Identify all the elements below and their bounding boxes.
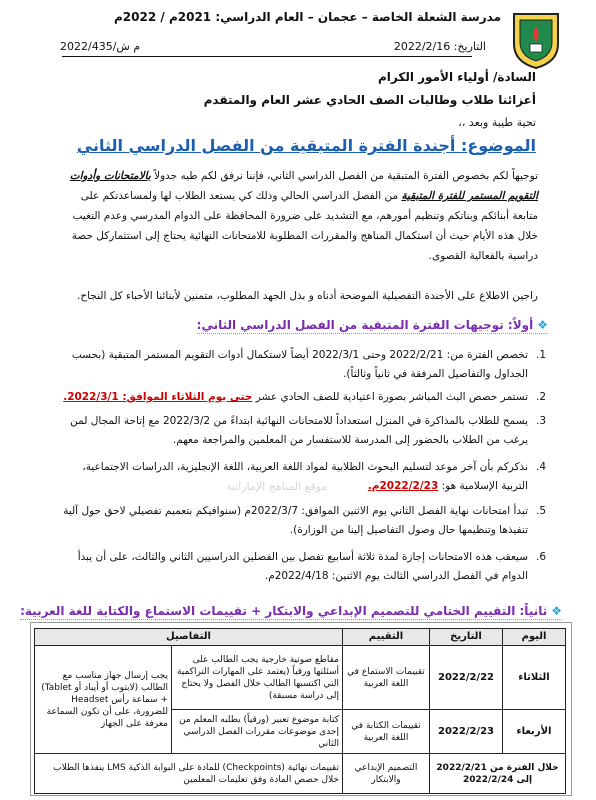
intro-closing: راجين الاطلاع على الأجندة التفصيلية الموضحة أدناه و بذل الجهد المطلوب، متمنين لأبنائنا الأحباء كل النجاح. xyxy=(76,290,538,302)
header-divider xyxy=(62,56,472,57)
school-logo-icon xyxy=(506,8,566,70)
greeting: تحية طيبة وبعد ،، xyxy=(458,116,536,129)
list-item: 5. تبدأ امتحانات نهاية الفصل الثاني يوم الاثنين الموافق: 2022/3/7م (سنوافيكم بتعميم تفصيلي لاحق حول آلية تنفيذها وتنظيمها حال وصول التفاصيل إلينا من الوزارة). xyxy=(63,505,546,536)
intro-paragraph xyxy=(68,166,538,266)
list-item: 4. نذكركم بأن آخر موعد لتسليم البحوث الطلابية لمواد اللغة العربية، اللغة الإنجليزية، الدراسات الاجتماعية، التربية الإسلامية هو: 2022/2/23م. xyxy=(82,461,546,492)
list-item: 6. سيعقب هذه الامتحانات إجازة لمدة ثلاثة أسابيع تفصل بين الفصلين الدراسيين الثاني والثالث، على أن يبدأ الدوام في الفصل الدراسي الثالث يوم الاثنين: 2022/4/18م. xyxy=(77,551,546,582)
diamond-bullet-icon: ❖ xyxy=(537,318,548,332)
header-day: اليوم xyxy=(503,629,566,646)
intro-text-1: توجيهاً لكم بخصوص الفترة المتبقية من الفصل الدراسي الثاني، فإننا نرفق لكم طيه جدولاً xyxy=(154,170,538,182)
school-header-line: مدرسة الشعلة الخاصة – عجمان – العام الدراسي: 2021م / 2022م xyxy=(114,10,501,24)
section1-title: ❖أولاً: توجيهات الفترة المتبقية من الفصل الدراسي الثاني: xyxy=(196,318,548,332)
header-date: التاريخ xyxy=(430,629,503,646)
reference-number: م ش/2022/435 xyxy=(60,40,141,53)
date-label: التاريخ: 2022/2/16 xyxy=(393,40,486,53)
header-assessment: التقييم xyxy=(343,629,430,646)
table-row: خلال الفترة من 2022/2/21 إلى 2022/2/24 التصميم الإبداعي والابتكار تقييمات نهائية (Checkpoints) للمادة على البوابة الذكية LMS ينفذها الطلاب خلال حصص المادة وفق تعليمات المعلمين xyxy=(35,754,566,794)
list-item: 2. تستمر حصص البث المباشر بصورة اعتيادية للصف الحادي عشر حتى يوم الثلاثاء الموافق: 2022/3/1. xyxy=(63,391,546,403)
list-item: 1. تخصص الفترة من: 2022/2/21 وحتى 2022/3/1 أيضاً لاستكمال أدوات التقويم المستمر المتبقية (بحسب الجداول والتفاصيل المرفقة في ثانياً وثالثاً). xyxy=(71,349,546,380)
assessment-table xyxy=(34,628,566,794)
diamond-bullet-icon: ❖ xyxy=(551,604,562,618)
table-row: الأربعاء 2022/2/23 تقييمات الكتابة في اللغة العربية كتابة موضوع تعبير (ورقياً) يطلبه المعلم من إحدى موضوعات مقررات الفصل الدراسي الثاني xyxy=(35,710,566,754)
list-item: 3. يسمح للطلاب بالمذاكرة في المنزل استعداداً للامتحانات النهائية ابتداءً من 2022/3/2 مع إتاحة المجال لمن يرغب من الطلاب بالحضور إلى المدرسة للاستفسار من المعلمين والمراجعة معهم. xyxy=(70,415,546,446)
intro-highlight: بالامتحانات وأدوات التقويم المستمر للفترة المتبقية xyxy=(69,170,538,202)
header-details: التفاصيل xyxy=(35,629,343,646)
section2-title: ❖ثانياً: التقييم الختامي للتصميم الإبداعي والابتكار + تقييمات الاستماع والكتابة للغة العربية: xyxy=(20,604,562,618)
addressee-students: أعزائنا طلاب وطالبات الصف الحادي عشر العام والمتقدم xyxy=(203,93,536,107)
intro-text-2: من الفصل الدراسي الحالي وذلك كي يستعد الطلاب لها ولمساعدتكم على متابعة أبنائكم وبناتكم وتنظيم أمورهم، مع التشديد على ضرورة المحافظة على الدوام المدرسي وعدم التغيب خلال هذه الأيام حيث أن استكمال المناهج والمقررات المطلوبة للامتحانات النهائية يحتاج إلى استثماركل حصة دراسية بالفعالية القصوى. xyxy=(71,190,538,262)
watermark-text: موقع المناهج الإماراتية xyxy=(226,480,328,493)
table-row: الثلاثاء 2022/2/22 تقييمات الاستماع في اللغة العربية مقاطع صوتية خارجية يجب الطالب على أسئلتها ورقياً (يعتمد على المهارات التراكمية التي اكتسبها الطالب خلال الفصل ولا يحتاج إلى دراسة مسبقة) يجب إرسال جهاز مناسب مع الطالب (لابتوب أو أيباد أو Tablet) + سماعة رأس Headset للضرورة، على أن تكون السماعة معرفة على الجهاز xyxy=(35,646,566,710)
addressee-parents: السادة/ أولياء الأمور الكرام xyxy=(378,70,536,84)
subject-title: الموضوع: أجندة الفترة المتبقية من الفصل الدراسي الثاني xyxy=(76,136,536,155)
table-header-row xyxy=(35,629,566,646)
